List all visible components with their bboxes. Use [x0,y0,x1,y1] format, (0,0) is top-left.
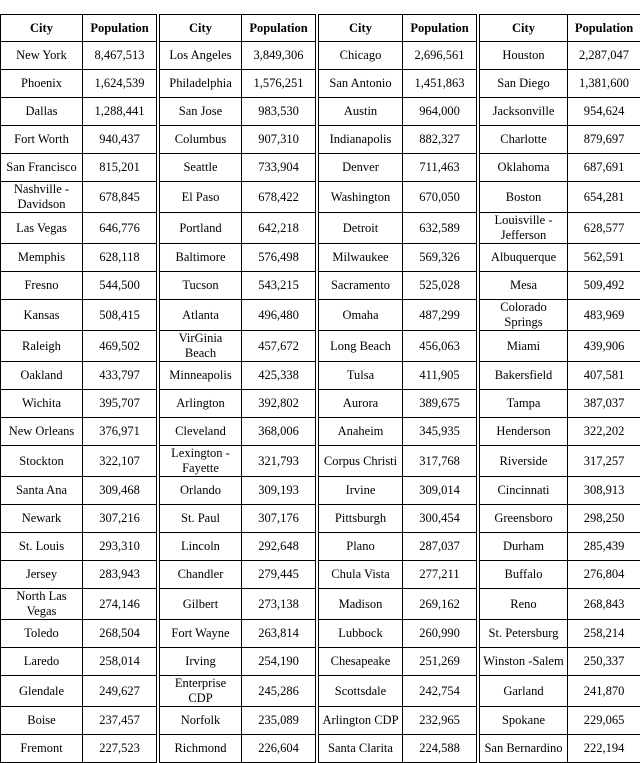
population-cell: 222,194 [568,735,640,763]
city-cell: Phoenix [1,70,83,98]
population-cell: 269,162 [403,589,477,620]
table-row [1,390,640,418]
population-cell: 245,286 [242,676,316,707]
city-cell: Norfolk [160,707,242,735]
table-row [1,182,640,213]
population-cell: 392,802 [242,390,316,418]
city-cell: Irvine [319,477,403,505]
city-cell: Nashville -Davidson [1,182,83,213]
city-cell: Orlando [160,477,242,505]
population-cell: 425,338 [242,362,316,390]
city-cell: Sacramento [319,272,403,300]
city-cell: Newark [1,505,83,533]
population-cell: 678,845 [83,182,157,213]
population-cell: 242,754 [403,676,477,707]
table-row [1,446,640,477]
city-cell: Stockton [1,446,83,477]
population-cell: 279,445 [242,561,316,589]
table-row [1,213,640,244]
city-cell: Lincoln [160,533,242,561]
city-cell: Atlanta [160,300,242,331]
city-cell: Los Angeles [160,42,242,70]
header-population: Population [242,15,316,42]
city-cell: Reno [480,589,568,620]
city-cell: El Paso [160,182,242,213]
population-cell: 292,648 [242,533,316,561]
city-cell: Winston -Salem [480,648,568,676]
city-cell: Detroit [319,213,403,244]
population-cell: 258,014 [83,648,157,676]
population-cell: 543,215 [242,272,316,300]
population-cell: 317,768 [403,446,477,477]
population-cell: 1,288,441 [83,98,157,126]
table-row [1,505,640,533]
table-row [1,676,640,707]
city-cell: Glendale [1,676,83,707]
population-cell: 307,216 [83,505,157,533]
population-cell: 249,627 [83,676,157,707]
population-cell: 254,190 [242,648,316,676]
population-cell: 670,050 [403,182,477,213]
population-cell: 411,905 [403,362,477,390]
city-cell: Baltimore [160,244,242,272]
population-cell: 276,804 [568,561,640,589]
population-cell: 309,014 [403,477,477,505]
table-row [1,533,640,561]
city-cell: St. Petersburg [480,620,568,648]
header-city: City [480,15,568,42]
city-cell: Cincinnati [480,477,568,505]
city-cell: Columbus [160,126,242,154]
population-cell: 224,588 [403,735,477,763]
city-cell: Pittsburgh [319,505,403,533]
population-cell: 263,814 [242,620,316,648]
city-cell: Charlotte [480,126,568,154]
table-row [1,707,640,735]
population-cell: 317,257 [568,446,640,477]
population-cell: 345,935 [403,418,477,446]
city-cell: Long Beach [319,331,403,362]
city-cell: Enterprise CDP [160,676,242,707]
population-cell: 654,281 [568,182,640,213]
city-cell: Durham [480,533,568,561]
city-cell: Boise [1,707,83,735]
city-cell: Omaha [319,300,403,331]
population-cell: 678,422 [242,182,316,213]
city-cell: Washington [319,182,403,213]
city-cell: Austin [319,98,403,126]
city-cell: Colorado Springs [480,300,568,331]
population-cell: 8,467,513 [83,42,157,70]
table-row [1,477,640,505]
city-cell: Arlington [160,390,242,418]
city-cell: Albuquerque [480,244,568,272]
city-cell: Arlington CDP [319,707,403,735]
city-cell: Miami [480,331,568,362]
population-cell: 389,675 [403,390,477,418]
city-cell: Philadelphia [160,70,242,98]
population-cell: 309,468 [83,477,157,505]
population-cell: 433,797 [83,362,157,390]
population-cell: 293,310 [83,533,157,561]
city-cell: Oakland [1,362,83,390]
table-row [1,98,640,126]
city-cell: Mesa [480,272,568,300]
population-cell: 2,287,047 [568,42,640,70]
city-cell: Denver [319,154,403,182]
population-cell: 308,913 [568,477,640,505]
header-city: City [1,15,83,42]
population-cell: 687,691 [568,154,640,182]
city-cell: Chandler [160,561,242,589]
population-cell: 283,943 [83,561,157,589]
population-cell: 298,250 [568,505,640,533]
city-cell: Memphis [1,244,83,272]
population-cell: 879,697 [568,126,640,154]
population-cell: 733,904 [242,154,316,182]
city-cell: Minneapolis [160,362,242,390]
table-row [1,154,640,182]
population-cell: 277,211 [403,561,477,589]
population-cell: 569,326 [403,244,477,272]
city-cell: Santa Ana [1,477,83,505]
city-cell: Henderson [480,418,568,446]
population-cell: 287,037 [403,533,477,561]
city-cell: Lexington -Fayette [160,446,242,477]
population-cell: 628,577 [568,213,640,244]
city-population-table [0,14,640,763]
population-cell: 815,201 [83,154,157,182]
population-cell: 1,576,251 [242,70,316,98]
population-cell: 487,299 [403,300,477,331]
city-cell: Boston [480,182,568,213]
population-cell: 241,870 [568,676,640,707]
population-cell: 646,776 [83,213,157,244]
population-cell: 940,437 [83,126,157,154]
city-cell: San Bernardino [480,735,568,763]
population-cell: 632,589 [403,213,477,244]
city-cell: VirGinia Beach [160,331,242,362]
city-cell: Las Vegas [1,213,83,244]
city-cell: Riverside [480,446,568,477]
city-cell: Anaheim [319,418,403,446]
population-cell: 250,337 [568,648,640,676]
population-cell: 268,843 [568,589,640,620]
population-cell: 882,327 [403,126,477,154]
city-cell: Lubbock [319,620,403,648]
population-cell: 235,089 [242,707,316,735]
population-cell: 273,138 [242,589,316,620]
city-cell: Garland [480,676,568,707]
city-cell: St. Paul [160,505,242,533]
population-cell: 232,965 [403,707,477,735]
population-cell: 562,591 [568,244,640,272]
population-cell: 907,310 [242,126,316,154]
city-cell: Chula Vista [319,561,403,589]
city-cell: Houston [480,42,568,70]
population-cell: 237,457 [83,707,157,735]
city-cell: Buffalo [480,561,568,589]
city-cell: Fort Worth [1,126,83,154]
header-population: Population [83,15,157,42]
population-cell: 285,439 [568,533,640,561]
city-cell: Raleigh [1,331,83,362]
table-row [1,589,640,620]
table-row [1,126,640,154]
population-cell: 456,063 [403,331,477,362]
city-cell: Kansas [1,300,83,331]
city-cell: Aurora [319,390,403,418]
population-cell: 544,500 [83,272,157,300]
population-cell: 525,028 [403,272,477,300]
city-cell: Tampa [480,390,568,418]
city-cell: Greensboro [480,505,568,533]
city-cell: Spokane [480,707,568,735]
table-row [1,70,640,98]
population-cell: 3,849,306 [242,42,316,70]
population-cell: 321,793 [242,446,316,477]
population-cell: 307,176 [242,505,316,533]
city-cell: Oklahoma [480,154,568,182]
city-cell: Portland [160,213,242,244]
population-cell: 954,624 [568,98,640,126]
population-cell: 258,214 [568,620,640,648]
population-cell: 309,193 [242,477,316,505]
table-row [1,418,640,446]
population-cell: 387,037 [568,390,640,418]
table-row [1,331,640,362]
city-cell: Milwaukee [319,244,403,272]
city-cell: Dallas [1,98,83,126]
population-cell: 469,502 [83,331,157,362]
city-cell: Santa Clarita [319,735,403,763]
table-row [1,362,640,390]
header-row [1,15,640,42]
city-cell: Chesapeake [319,648,403,676]
table-row [1,561,640,589]
header-city: City [160,15,242,42]
table-row [1,244,640,272]
city-cell: Laredo [1,648,83,676]
city-cell: Toledo [1,620,83,648]
population-cell: 964,000 [403,98,477,126]
population-cell: 368,006 [242,418,316,446]
city-cell: Fort Wayne [160,620,242,648]
population-cell: 251,269 [403,648,477,676]
population-cell: 268,504 [83,620,157,648]
table-row [1,300,640,331]
city-cell: Richmond [160,735,242,763]
city-cell: Chicago [319,42,403,70]
population-cell: 457,672 [242,331,316,362]
table-row [1,42,640,70]
population-cell: 642,218 [242,213,316,244]
population-cell: 227,523 [83,735,157,763]
table-row [1,620,640,648]
city-cell: Seattle [160,154,242,182]
population-cell: 1,451,863 [403,70,477,98]
population-cell: 508,415 [83,300,157,331]
city-cell: San Diego [480,70,568,98]
population-cell: 496,480 [242,300,316,331]
table-row [1,272,640,300]
population-cell: 322,107 [83,446,157,477]
city-cell: Plano [319,533,403,561]
population-cell: 274,146 [83,589,157,620]
city-cell: Scottsdale [319,676,403,707]
population-cell: 483,969 [568,300,640,331]
city-cell: San Francisco [1,154,83,182]
population-cell: 628,118 [83,244,157,272]
population-cell: 395,707 [83,390,157,418]
population-cell: 226,604 [242,735,316,763]
population-cell: 509,492 [568,272,640,300]
city-cell: Tucson [160,272,242,300]
population-cell: 260,990 [403,620,477,648]
clipped-caption-remnant [0,0,640,14]
city-cell: Jacksonville [480,98,568,126]
population-cell: 576,498 [242,244,316,272]
population-cell: 1,381,600 [568,70,640,98]
city-cell: Indianapolis [319,126,403,154]
population-cell: 2,696,561 [403,42,477,70]
city-cell: Tulsa [319,362,403,390]
population-cell: 711,463 [403,154,477,182]
city-cell: Irving [160,648,242,676]
population-cell: 407,581 [568,362,640,390]
city-cell: Bakersfield [480,362,568,390]
population-cell: 376,971 [83,418,157,446]
population-cell: 229,065 [568,707,640,735]
city-cell: Corpus Christi [319,446,403,477]
city-cell: Wichita [1,390,83,418]
header-city: City [319,15,403,42]
city-cell: Cleveland [160,418,242,446]
city-cell: San Antonio [319,70,403,98]
city-cell: Louisville -Jefferson [480,213,568,244]
city-cell: San Jose [160,98,242,126]
table-row [1,648,640,676]
table-body [1,42,640,763]
population-cell: 1,624,539 [83,70,157,98]
population-table-container [0,14,640,763]
header-population: Population [403,15,477,42]
city-cell: New Orleans [1,418,83,446]
header-population: Population [568,15,640,42]
table-row [1,735,640,763]
city-cell: St. Louis [1,533,83,561]
city-cell: North Las Vegas [1,589,83,620]
population-cell: 300,454 [403,505,477,533]
population-cell: 983,530 [242,98,316,126]
city-cell: Jersey [1,561,83,589]
city-cell: Fresno [1,272,83,300]
city-cell: New York [1,42,83,70]
population-cell: 439,906 [568,331,640,362]
city-cell: Gilbert [160,589,242,620]
city-cell: Fremont [1,735,83,763]
population-cell: 322,202 [568,418,640,446]
city-cell: Madison [319,589,403,620]
